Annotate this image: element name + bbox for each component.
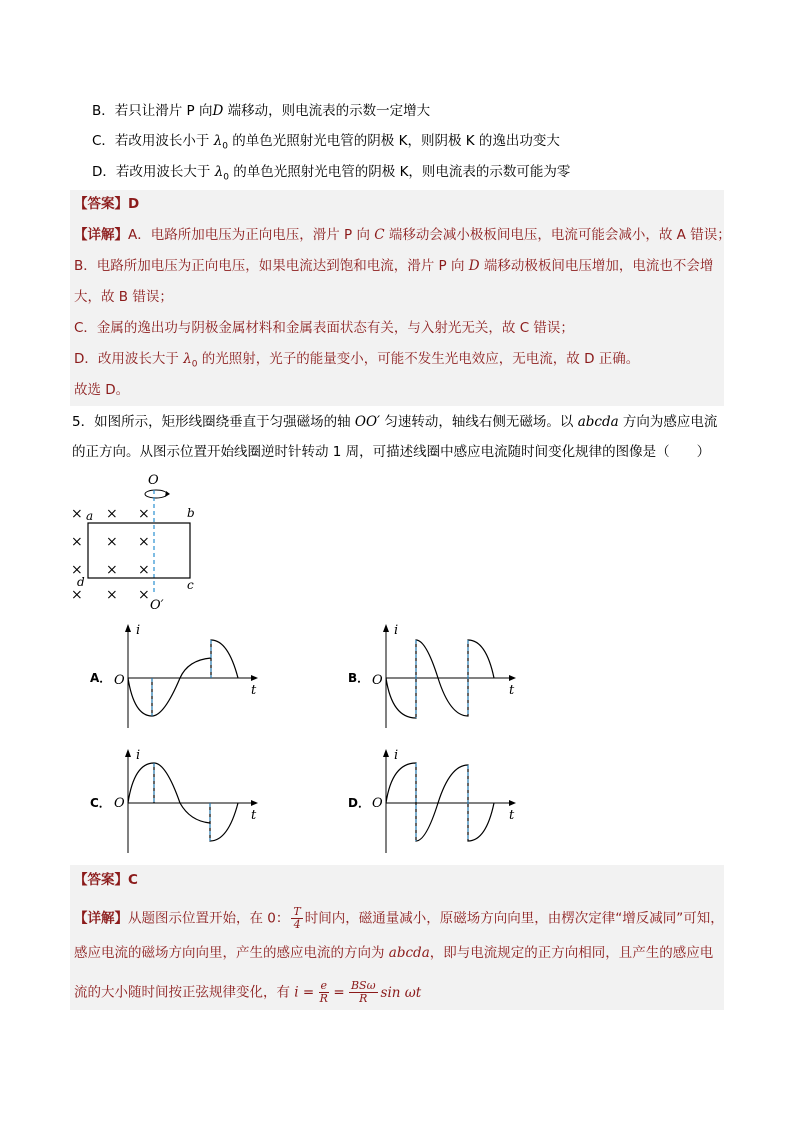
svg-text:i: i bbox=[136, 623, 141, 638]
svg-text:O: O bbox=[114, 673, 125, 688]
svg-text:C．: C． bbox=[90, 796, 111, 810]
detail-line-3: 大，故 B 错误； bbox=[74, 289, 173, 305]
option-c: C．若改用波长小于 $\lambda_0$ 的单色光照射光电管的阴极 K，则阴极 K 的逸出功变大 bbox=[92, 133, 560, 152]
svg-text:×: × bbox=[106, 534, 118, 550]
svg-text:t: t bbox=[509, 808, 515, 823]
svg-text:×: × bbox=[106, 587, 118, 603]
detail-line-6: 故选 D。 bbox=[74, 382, 130, 398]
svg-text:×: × bbox=[138, 534, 150, 550]
q5-stem-line-1: 5．如图所示，矩形线圈绕垂直于匀强磁场的轴 OO′ 匀速转动，轴线右侧无磁场。以 abcda 方向为感应电流 bbox=[72, 414, 718, 430]
svg-text:×: × bbox=[71, 587, 83, 603]
q5-detail-line-3: 流的大小随时间按正弦规律变化，有 i = $\frac{e}{R}$ = BSω R sin ωt bbox=[74, 979, 422, 1005]
q5-detail-line-1: 【详解】从题图示位置开始，在 0： $\frac{T}{4}$ 时间内，磁通量减小，原磁场方向向里，由楞次定律“增反减同”可知， bbox=[74, 905, 724, 931]
option-b: B．若只让滑片 P 向D 端移动，则电流表的示数一定增大 bbox=[92, 103, 431, 119]
answer-line-q5: 【答案】C bbox=[74, 872, 138, 888]
graph-a bbox=[88, 620, 268, 732]
corner-b: b bbox=[187, 506, 195, 520]
svg-text:A．: A． bbox=[90, 671, 112, 685]
q5-stem-line-2: 的正方向。从图示位置开始线圈逆时针转动 1 周，可描述线圈中感应电流随时间变化规律的图像是（ ） bbox=[72, 444, 711, 460]
detail-line-1: 【详解】A．电路所加电压为正向电压，滑片 P 向 C 端移动会减小极板间电压，电流可能会减小，故 A 错误； bbox=[74, 227, 731, 243]
axis-bottom-label: O′ bbox=[150, 598, 164, 613]
axis-top-label: O bbox=[148, 473, 159, 488]
svg-text:t: t bbox=[251, 683, 257, 698]
coil-figure bbox=[66, 470, 206, 615]
detail-line-4: C．金属的逸出功与阴极金属材料和金属表面状态有关，与入射光无关，故 C 错误； bbox=[74, 320, 574, 336]
svg-text:×: × bbox=[106, 562, 118, 578]
q5-detail-line-2: 感应电流的磁场方向向里，产生的感应电流的方向为 abcda，即与电流规定的正方向相同，且产生的感应电 bbox=[74, 945, 714, 961]
svg-text:D．: D． bbox=[348, 796, 370, 810]
svg-text:t: t bbox=[251, 808, 257, 823]
svg-text:×: × bbox=[71, 506, 83, 522]
svg-text:×: × bbox=[138, 587, 150, 603]
svg-text:O: O bbox=[372, 673, 383, 688]
graph-c bbox=[88, 745, 268, 857]
option-d: D．若改用波长大于 $\lambda_0$ 的单色光照射光电管的阴极 K，则电流表的示数可能为零 bbox=[92, 164, 571, 183]
svg-text:i: i bbox=[394, 748, 399, 763]
svg-text:×: × bbox=[138, 562, 150, 578]
corner-a: a bbox=[86, 509, 94, 523]
svg-text:×: × bbox=[71, 562, 83, 578]
detail-line-5: D．改用波长大于 $\lambda_0$ 的光照射，光子的能量变小，可能不发生光电效应，无电流，故 D 正确。 bbox=[74, 351, 640, 370]
graph-d bbox=[346, 745, 526, 857]
answer-line-q4: 【答案】D bbox=[74, 196, 140, 212]
graph-b bbox=[346, 620, 526, 732]
svg-text:×: × bbox=[138, 506, 150, 522]
rotation-arrow-icon bbox=[145, 490, 167, 498]
svg-text:i: i bbox=[394, 623, 399, 638]
corner-d: d bbox=[77, 575, 85, 589]
svg-text:i: i bbox=[136, 748, 141, 763]
svg-text:O: O bbox=[372, 796, 383, 811]
svg-text:O: O bbox=[114, 796, 125, 811]
svg-text:B．: B． bbox=[348, 671, 370, 685]
svg-text:×: × bbox=[106, 506, 118, 522]
corner-c: c bbox=[187, 578, 194, 592]
svg-text:t: t bbox=[509, 683, 515, 698]
detail-line-2: B．电路所加电压为正向电压，如果电流达到饱和电流，滑片 P 向 D 端移动极板间电压增加，电流也不会增 bbox=[74, 258, 714, 274]
svg-text:×: × bbox=[71, 534, 83, 550]
